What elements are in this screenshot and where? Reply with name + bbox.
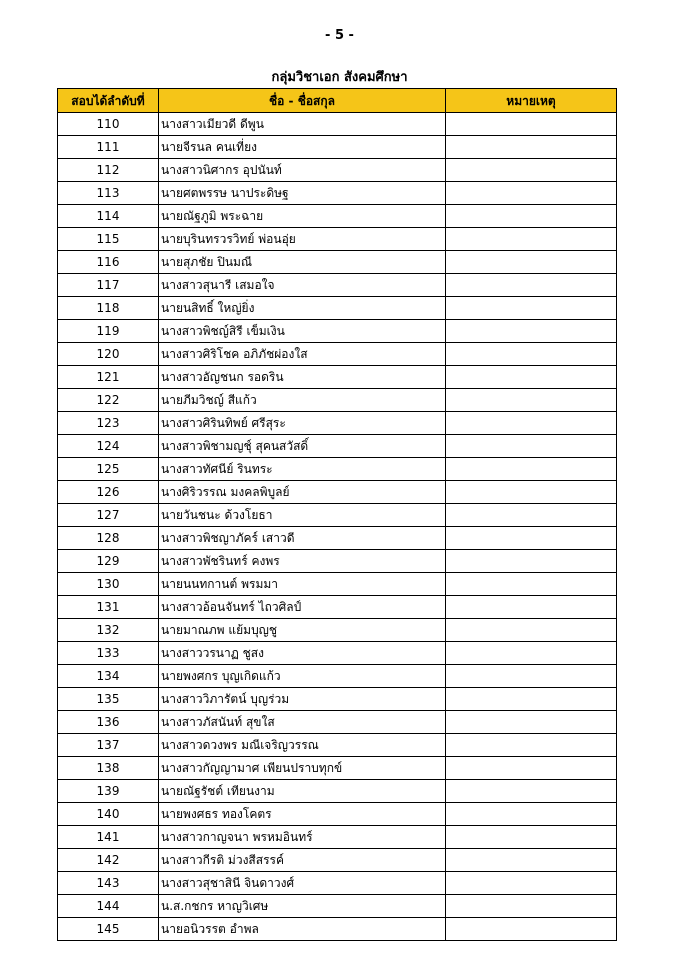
table-row [58, 665, 617, 688]
note-cell [446, 550, 617, 573]
note-cell [446, 366, 617, 389]
table-row [58, 159, 617, 182]
rank-cell: 112 [58, 159, 159, 182]
table-row [58, 573, 617, 596]
rank-cell: 130 [58, 573, 159, 596]
name-cell: นายอนิวรรต อำพล [159, 918, 446, 941]
name-cell: นางสาวพิชญ์สิรี เข็มเงิน [159, 320, 446, 343]
name-cell: นางสาวกาญจนา พรหมอินทร์ [159, 826, 446, 849]
rank-cell: 122 [58, 389, 159, 412]
name-cell: นางสาวพิชามญชุ์ สุคนสวัสดิ์ [159, 435, 446, 458]
table-row [58, 182, 617, 205]
rank-cell: 140 [58, 803, 159, 826]
rank-cell: 132 [58, 619, 159, 642]
rank-cell: 134 [58, 665, 159, 688]
note-cell [446, 642, 617, 665]
table-row [58, 343, 617, 366]
table-row [58, 389, 617, 412]
note-cell [446, 458, 617, 481]
name-cell: นายบุรินทรวรวิทย์ พ่อนอุ่ย [159, 228, 446, 251]
name-cell: นางสาวอัญชนก รอดริน [159, 366, 446, 389]
table-row [58, 734, 617, 757]
name-cell: นางสาวเมียวดี ดีพูน [159, 113, 446, 136]
rank-cell: 126 [58, 481, 159, 504]
rank-cell: 125 [58, 458, 159, 481]
note-cell [446, 320, 617, 343]
rank-cell: 123 [58, 412, 159, 435]
rank-cell: 128 [58, 527, 159, 550]
name-cell: นายพงศกร บุญเกิดแก้ว [159, 665, 446, 688]
header-rank: สอบได้ลำดับที่ [58, 89, 159, 113]
name-cell: นางสาวสุชาสินี จินดาวงศ์ [159, 872, 446, 895]
rank-cell: 143 [58, 872, 159, 895]
table-row [58, 918, 617, 941]
note-cell [446, 136, 617, 159]
table-row [58, 895, 617, 918]
name-cell: นางสาวกัญญามาศ เพียนปราบทุกข์ [159, 757, 446, 780]
rank-cell: 124 [58, 435, 159, 458]
rank-cell: 131 [58, 596, 159, 619]
note-cell [446, 205, 617, 228]
table-row [58, 711, 617, 734]
rank-cell: 129 [58, 550, 159, 573]
note-cell [446, 711, 617, 734]
name-cell: นายมาณภพ แย้มบุญชู [159, 619, 446, 642]
note-cell [446, 849, 617, 872]
name-cell: น.ส.กชกร หาญวิเศษ [159, 895, 446, 918]
header-row [58, 89, 617, 113]
name-cell: นางสาววิภารัตน์ บุญร่วม [159, 688, 446, 711]
rank-cell: 144 [58, 895, 159, 918]
table-row [58, 826, 617, 849]
table-row [58, 757, 617, 780]
name-cell: นายนนทกานต์ พรมมา [159, 573, 446, 596]
note-cell [446, 757, 617, 780]
note-cell [446, 113, 617, 136]
name-cell: นายวันชนะ ด้วงโยธา [159, 504, 446, 527]
table-row [58, 412, 617, 435]
note-cell [446, 343, 617, 366]
rank-cell: 138 [58, 757, 159, 780]
name-cell: นางสาวดวงพร มณีเจริญวรรณ [159, 734, 446, 757]
rank-cell: 114 [58, 205, 159, 228]
rank-cell: 113 [58, 182, 159, 205]
table-row [58, 642, 617, 665]
name-cell: นายศตพรรษ นาประดิษฐ [159, 182, 446, 205]
table-row [58, 872, 617, 895]
note-cell [446, 159, 617, 182]
note-cell [446, 412, 617, 435]
rank-cell: 111 [58, 136, 159, 159]
rank-cell: 142 [58, 849, 159, 872]
rank-cell: 116 [58, 251, 159, 274]
note-cell [446, 389, 617, 412]
rank-cell: 145 [58, 918, 159, 941]
table-row [58, 803, 617, 826]
name-cell: นางสาวภัสนันท์ สุขใส [159, 711, 446, 734]
table-row [58, 136, 617, 159]
name-cell: นางสาวพิชญาภัคร์ เสาวดี [159, 527, 446, 550]
table-row [58, 228, 617, 251]
rank-cell: 119 [58, 320, 159, 343]
note-cell [446, 780, 617, 803]
table-row [58, 205, 617, 228]
name-cell: นายณัฐรัชต์ เทียนงาม [159, 780, 446, 803]
table-row [58, 113, 617, 136]
name-cell: นางสาวทัศนีย์ รินทระ [159, 458, 446, 481]
rank-cell: 141 [58, 826, 159, 849]
table-row [58, 458, 617, 481]
name-cell: นายสุภชัย ปินมณี [159, 251, 446, 274]
name-cell: นางสาวศิรินทิพย์ ศรีสุระ [159, 412, 446, 435]
table-row [58, 688, 617, 711]
rank-cell: 137 [58, 734, 159, 757]
note-cell [446, 228, 617, 251]
table-row [58, 849, 617, 872]
table-row [58, 274, 617, 297]
name-cell: นางสาวพัชรินทร์ คงพร [159, 550, 446, 573]
name-cell: นางสาวนิศากร อุปนันท์ [159, 159, 446, 182]
rank-cell: 120 [58, 343, 159, 366]
rank-cell: 117 [58, 274, 159, 297]
note-cell [446, 826, 617, 849]
note-cell [446, 481, 617, 504]
rank-cell: 133 [58, 642, 159, 665]
name-cell: นายจีรนล คนเที่ยง [159, 136, 446, 159]
note-cell [446, 527, 617, 550]
name-cell: นางสาวสุนารี เสมอใจ [159, 274, 446, 297]
note-cell [446, 596, 617, 619]
note-cell [446, 803, 617, 826]
name-cell: นางสาวอ้อนจันทร์ ไถวศิลป์ [159, 596, 446, 619]
name-cell: นางสาววรนาฏ ชูสง [159, 642, 446, 665]
table-row [58, 320, 617, 343]
group-title: กลุ่มวิชาเอก สังคมศึกษา [271, 70, 408, 85]
rank-cell: 139 [58, 780, 159, 803]
table-row [58, 619, 617, 642]
table-row [58, 527, 617, 550]
note-cell [446, 297, 617, 320]
note-cell [446, 872, 617, 895]
note-cell [446, 504, 617, 527]
name-cell: นางสาวกีรติ ม่วงสีสรรค์ [159, 849, 446, 872]
header-name: ชื่อ - ชื่อสกุล [159, 89, 446, 113]
rank-cell: 110 [58, 113, 159, 136]
note-cell [446, 734, 617, 757]
name-cell: นายพงศธร ทองโคตร [159, 803, 446, 826]
note-cell [446, 274, 617, 297]
table-row [58, 780, 617, 803]
rank-cell: 118 [58, 297, 159, 320]
table-row [58, 366, 617, 389]
note-cell [446, 918, 617, 941]
table-row [58, 504, 617, 527]
table-row [58, 550, 617, 573]
note-cell [446, 619, 617, 642]
name-cell: นายภีมวิชญ์ สีแก้ว [159, 389, 446, 412]
name-cell: นายนสิทธิ์ ใหญ่ยิ่ง [159, 297, 446, 320]
rank-cell: 115 [58, 228, 159, 251]
table-body [58, 113, 617, 941]
note-cell [446, 182, 617, 205]
rank-cell: 135 [58, 688, 159, 711]
rank-cell: 136 [58, 711, 159, 734]
name-cell: นายณัฐภูมิ พระฉาย [159, 205, 446, 228]
note-cell [446, 251, 617, 274]
rank-cell: 127 [58, 504, 159, 527]
note-cell [446, 665, 617, 688]
header-note: หมายเหตุ [446, 89, 617, 113]
note-cell [446, 895, 617, 918]
table-row [58, 435, 617, 458]
name-cell: นางสาวศิริโชค อภิภัชผ่องใส [159, 343, 446, 366]
table-row [58, 596, 617, 619]
page-number: - 5 - [325, 28, 354, 43]
results-table [57, 88, 617, 941]
name-cell: นางศิริวรรณ มงคลพิบูลย์ [159, 481, 446, 504]
table-row [58, 297, 617, 320]
table-row [58, 481, 617, 504]
note-cell [446, 435, 617, 458]
rank-cell: 121 [58, 366, 159, 389]
note-cell [446, 688, 617, 711]
table-row [58, 251, 617, 274]
note-cell [446, 573, 617, 596]
